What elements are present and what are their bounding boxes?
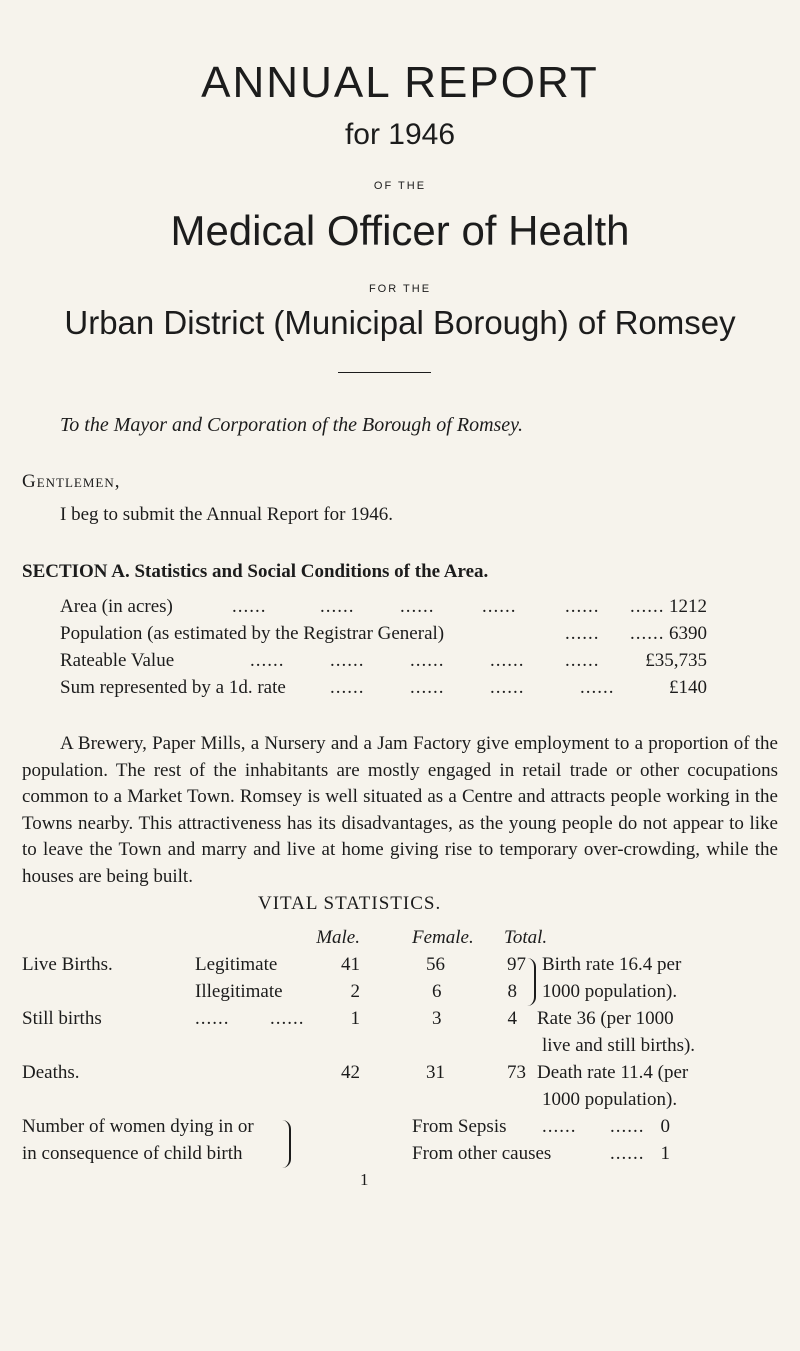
leader-dots: ...... [400,596,435,617]
leader-dots: ...... [410,650,445,671]
sepsis-value: 0 [660,1116,670,1137]
brace-symbol [282,1120,291,1168]
stat-label: Population (as estimated by the Registrar General) [60,623,445,644]
leader-dots: ...... [610,1116,645,1137]
officer-title: Medical Officer of Health [170,207,630,254]
stat-value: £35,735 [645,650,707,671]
still-rate-line-1: Rate 36 (per 1000 [537,1008,674,1029]
leader-dots: ...... [610,1143,645,1164]
legitimate-total: 97 [507,954,526,975]
deaths-male: 42 [341,1062,360,1083]
leader-dots: ...... [195,1008,230,1029]
illegitimate-label: Illegitimate [195,981,283,1002]
leader-dots: ...... [410,677,445,698]
other-causes-value: 1 [660,1143,670,1164]
opening-line: I beg to submit the Annual Report for 1946. [60,504,393,525]
stat-value: 1212 [669,596,707,617]
stat-row-population [60,623,444,645]
employment-paragraph: A Brewery, Paper Mills, a Nursery and a Jam Factory give employment to a proportion of the population. The rest of the inhabitants are mostly engaged in retail trade or other cocupations common to a Market Town. Romsey is well situated as a Centre and attracts people working in the Towns nearby. This attractiveness has its disadvantages, as the young people do not appear to like to leave the Town and marry and live at home giving rise to temporary over-crowding, while the houses are being built. [22,733,778,887]
column-male: Male. [316,927,360,948]
addressee: To the Mayor and Corporation of the Borough of Romsey. [60,414,523,436]
report-title: ANNUAL REPORT [201,58,599,107]
column-total: Total. [504,927,548,948]
leader-dots: ...... [565,623,600,644]
leader-dots: ...... [482,596,517,617]
leader-dots: ...... [232,596,267,617]
stat-label: Rateable Value [60,650,175,671]
still-rate-line-2: live and still births). [542,1035,696,1056]
illegitimate-male: 2 [350,981,360,1002]
legitimate-male: 41 [341,954,360,975]
death-rate-line-1: Death rate 11.4 (per [537,1062,689,1083]
leader-dots: ...... [565,650,600,671]
birth-rate-line-2: 1000 population). [542,981,678,1002]
legitimate-female: 56 [426,954,445,975]
maternal-deaths-line-1: Number of women dying in or [22,1116,254,1137]
birth-rate-line-1: Birth rate 16.4 per [542,954,682,975]
leader-dots: ...... [580,677,615,698]
report-year: for 1946 [344,118,456,151]
still-births-label: Still births [22,1008,102,1029]
still-births-female: 3 [432,1008,442,1029]
stat-value: £140 [669,677,707,698]
leader-dots: ...... [630,596,665,617]
leader-dots: ...... [330,650,365,671]
leader-dots: ...... [542,1116,577,1137]
stat-value: 6390 [669,623,707,644]
stat-row-penny-rate [60,677,286,699]
still-births-male: 1 [350,1008,360,1029]
leader-dots: ...... [565,596,600,617]
live-births-label: Live Births. [22,954,113,975]
deaths-total: 73 [507,1062,526,1083]
stat-row-area [60,596,173,618]
salutation: Gentlemen, [22,471,121,492]
maternal-deaths-line-2: in consequence of child birth [22,1143,243,1164]
vital-statistics-title: VITAL STATISTICS. [258,893,442,914]
leader-dots: ...... [630,623,665,644]
for-the-label: FOR THE [368,283,432,295]
divider-rule [338,372,431,373]
legitimate-label: Legitimate [195,954,278,975]
leader-dots: ...... [490,677,525,698]
brace-symbol [527,958,536,1006]
deaths-label: Deaths. [22,1062,80,1083]
sepsis-label: From Sepsis [412,1116,507,1137]
stat-label: Area (in acres) [60,596,173,617]
deaths-female: 31 [426,1062,445,1083]
still-births-total: 4 [507,1008,517,1029]
death-rate-line-2: 1000 population). [542,1089,678,1110]
other-causes-label: From other causes [412,1143,552,1164]
illegitimate-total: 8 [507,981,517,1002]
illegitimate-female: 6 [432,981,442,1002]
stat-row-rateable [60,650,174,672]
leader-dots: ...... [490,650,525,671]
of-the-label: OF THE [373,180,427,192]
district-title: Urban District (Municipal Borough) of Romsey [64,304,736,341]
column-female: Female. [412,927,474,948]
section-a-heading: SECTION A. Statistics and Social Conditions of the Area. [22,561,489,582]
page-number: 1 [360,1170,369,1189]
stat-label: Sum represented by a 1d. rate [60,677,286,698]
leader-dots: ...... [270,1008,305,1029]
leader-dots: ...... [330,677,365,698]
leader-dots: ...... [320,596,355,617]
leader-dots: ...... [250,650,285,671]
